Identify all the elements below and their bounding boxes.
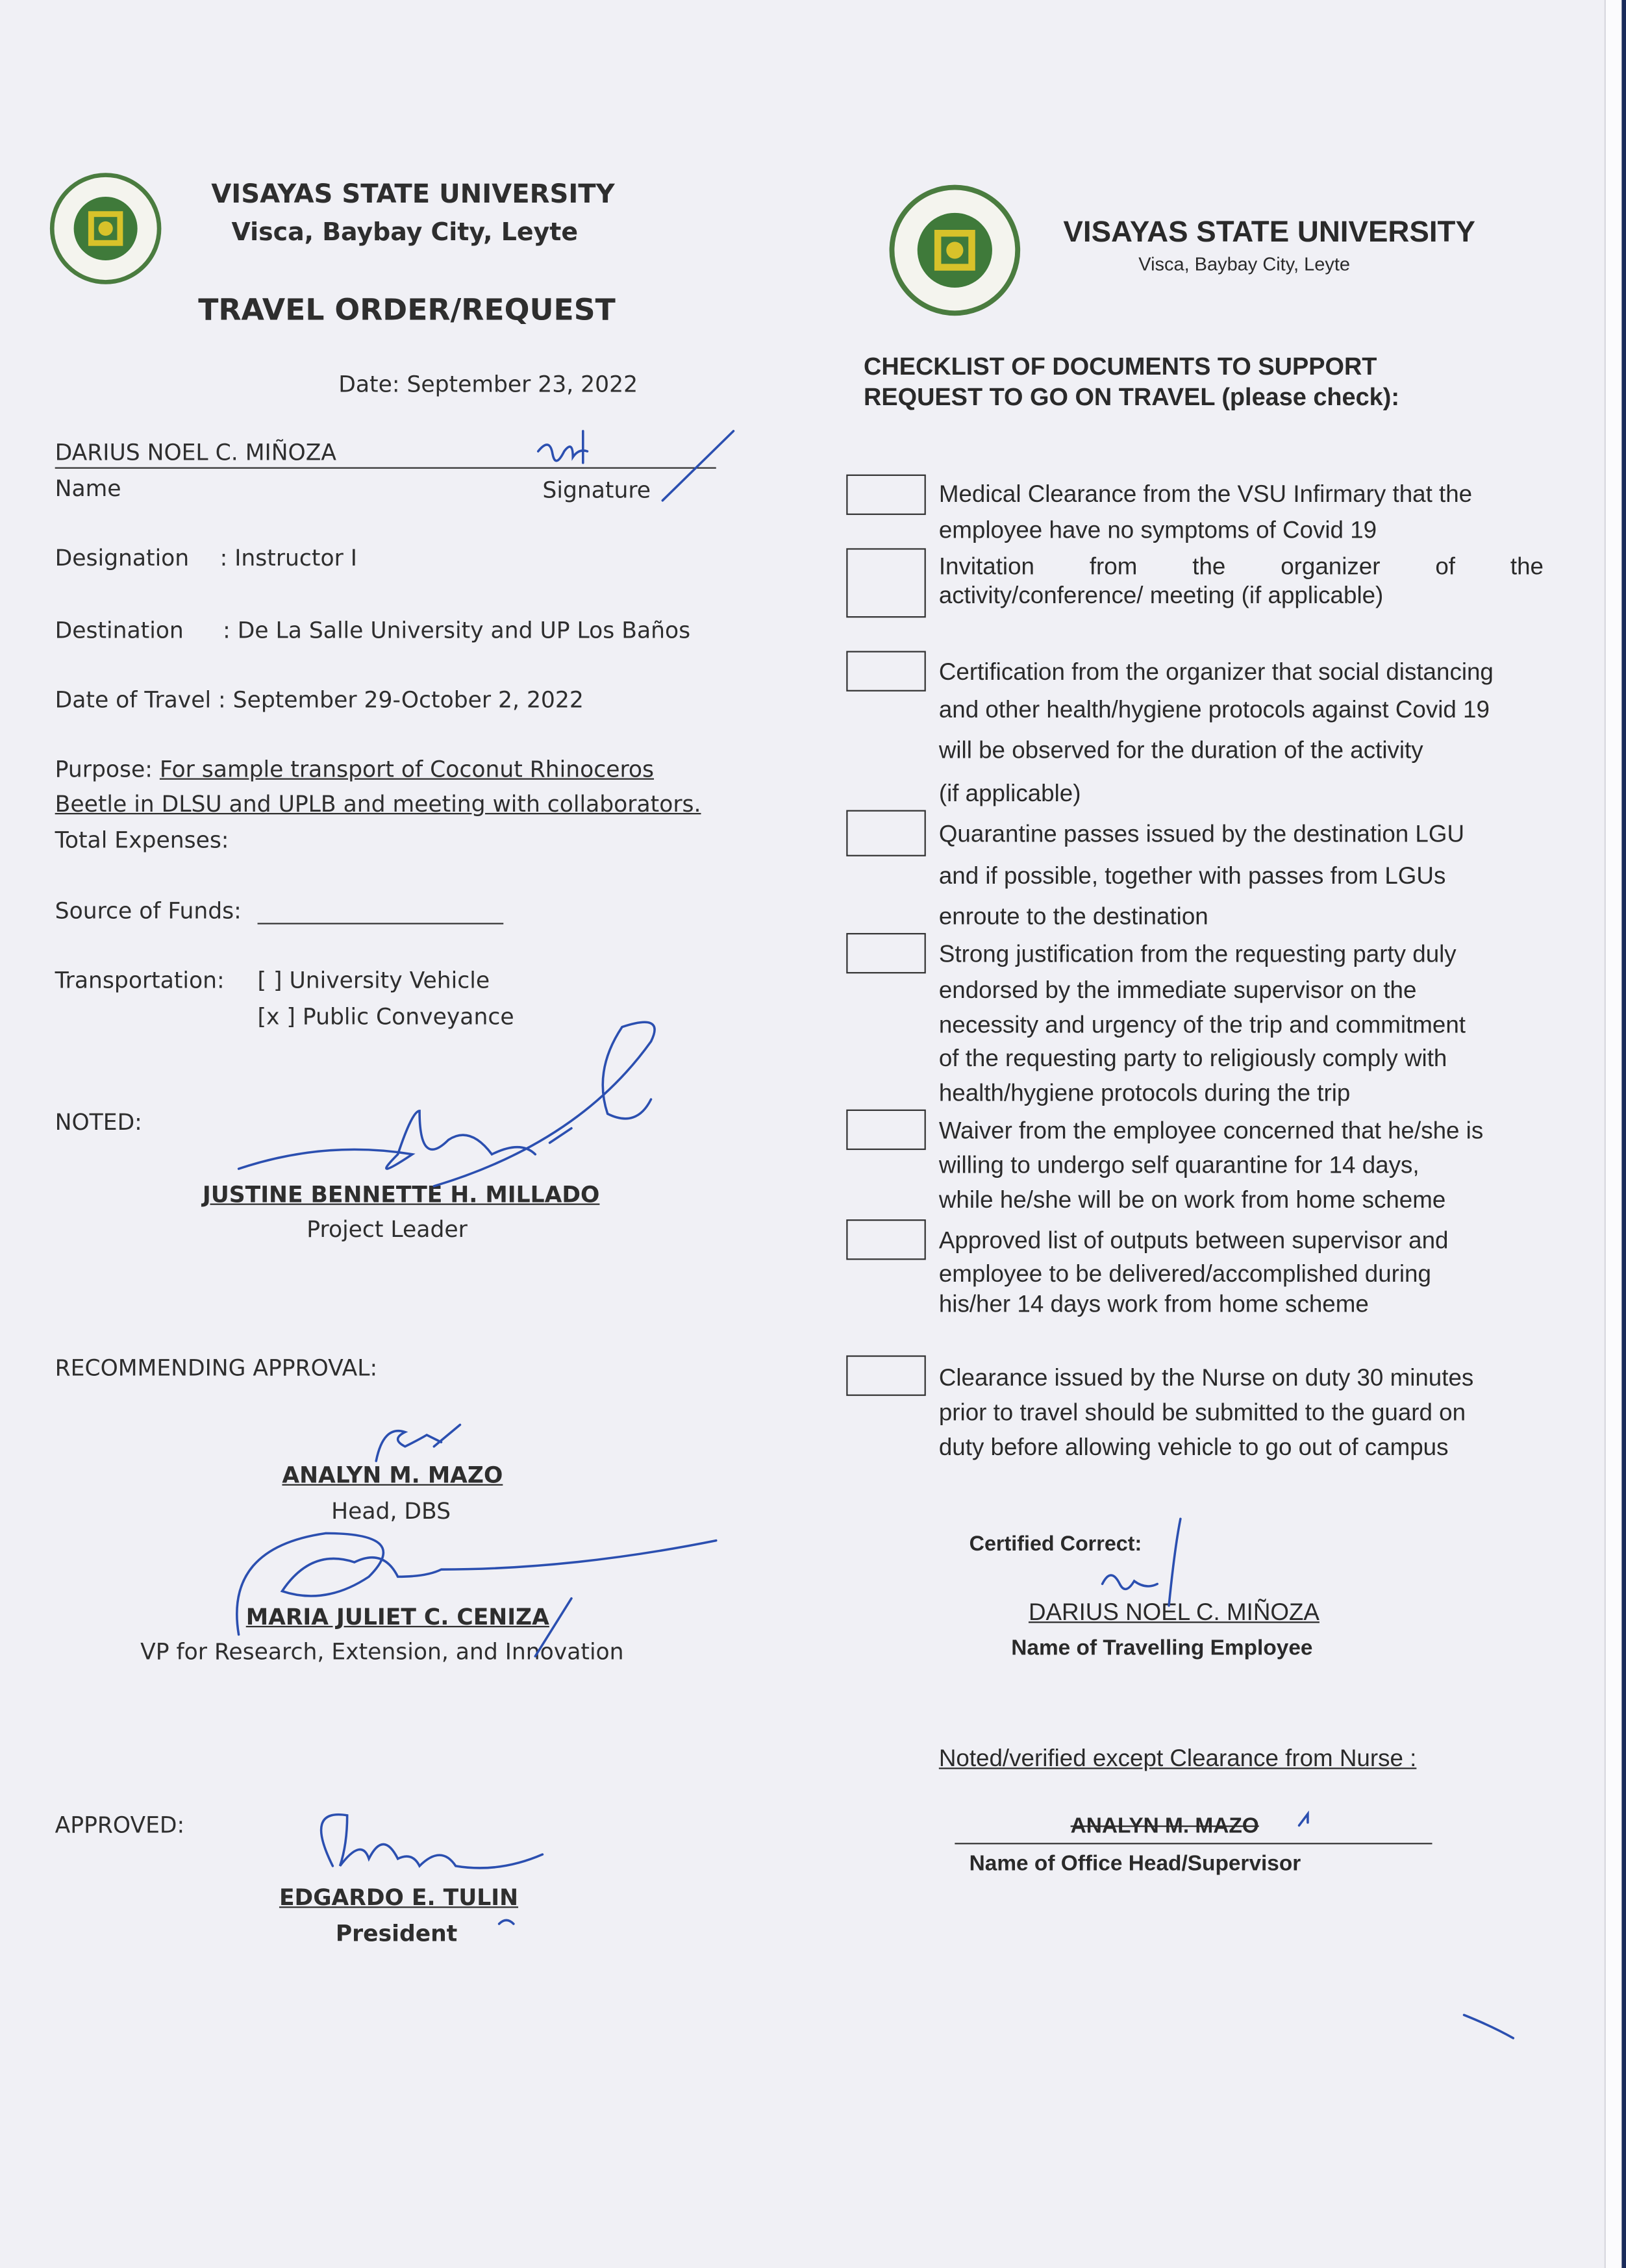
employee-label: Name of Travelling Employee bbox=[1011, 1636, 1313, 1661]
checklist-item-text: Quarantine passes issued by the destination LGU bbox=[938, 821, 1465, 848]
transport-option-public-conveyance: [x ] Public Conveyance bbox=[257, 1004, 514, 1030]
source-of-funds-label: Source of Funds: bbox=[55, 898, 242, 925]
approver-name: EDGARDO E. TULIN bbox=[279, 1884, 519, 1911]
checklist-item-text: Clearance issued by the Nurse on duty 30 minutes bbox=[938, 1365, 1474, 1392]
name-line bbox=[55, 467, 716, 469]
noted-verified-label: Noted/verified except Clearance from Nurse : bbox=[938, 1745, 1417, 1773]
checklist-item-text: Approved list of outputs between supervisor and bbox=[938, 1228, 1449, 1254]
transport-option-university-vehicle: [ ] University Vehicle bbox=[257, 967, 490, 994]
checklist-item-text: employee to be delivered/accomplished during bbox=[938, 1261, 1431, 1288]
checklist-item-text: enroute to the destination bbox=[938, 904, 1208, 930]
left-university-name: VISAYAS STATE UNIVERSITY bbox=[211, 179, 615, 210]
checklist-item-text: will be observed for the duration of the activity bbox=[938, 738, 1423, 764]
transportation-label: Transportation: bbox=[55, 967, 225, 994]
right-university-name: VISAYAS STATE UNIVERSITY bbox=[1063, 215, 1475, 249]
checklist-item-text: and other health/hygiene protocols against Covid 19 bbox=[938, 697, 1490, 723]
checklist-item-text: Certification from the organizer that social distancing bbox=[938, 659, 1494, 686]
checklist-item-text: necessity and urgency of the trip and commitment bbox=[938, 1012, 1466, 1039]
checklist-item-text: endorsed by the immediate supervisor on the bbox=[938, 977, 1417, 1004]
checklist-heading-line2: REQUEST TO GO ON TRAVEL (please check): bbox=[863, 383, 1399, 411]
checklist-checkbox[interactable] bbox=[846, 548, 926, 617]
signature-ceniza bbox=[237, 1533, 716, 1656]
left-address: Visca, Baybay City, Leyte bbox=[231, 218, 579, 247]
checklist-item-text: Strong justification from the requesting party duly bbox=[938, 941, 1457, 968]
destination-label: Destination bbox=[55, 617, 184, 644]
date-of-travel: Date of Travel : September 29-October 2, 2022 bbox=[55, 687, 584, 714]
vsu-seal-logo-right bbox=[887, 182, 1023, 318]
source-of-funds-field bbox=[258, 923, 504, 925]
checklist-item-text: of the requesting party to religiously comply with bbox=[938, 1045, 1447, 1072]
checklist-item-text: duty before allowing vehicle to go out of campus bbox=[938, 1434, 1449, 1462]
initial-mazo-right bbox=[1299, 1814, 1308, 1826]
checklist-checkbox[interactable] bbox=[846, 1219, 926, 1260]
checklist-checkbox[interactable] bbox=[846, 933, 926, 973]
signature-label: Signature bbox=[542, 477, 651, 504]
checklist-checkbox[interactable] bbox=[846, 651, 926, 692]
recommender2-title: VP for Research, Extension, and Innovation bbox=[140, 1639, 624, 1665]
purpose-label: Purpose: bbox=[55, 756, 160, 783]
supervisor-name: ANALYN M. MAZO bbox=[1070, 1813, 1259, 1839]
checklist-checkbox[interactable] bbox=[846, 810, 926, 856]
checklist-item-text: and if possible, together with passes from LGUs bbox=[938, 863, 1446, 890]
checklist-heading-line1: CHECKLIST OF DOCUMENTS TO SUPPORT bbox=[863, 353, 1377, 380]
form-title: TRAVEL ORDER/REQUEST bbox=[198, 292, 616, 327]
noted-name: JUSTINE BENNETTE H. MILLADO bbox=[202, 1182, 600, 1208]
vsu-seal-logo bbox=[48, 171, 164, 286]
supervisor-label: Name of Office Head/Supervisor bbox=[969, 1851, 1301, 1876]
checklist-checkbox[interactable] bbox=[846, 475, 926, 515]
destination-value: : De La Salle University and UP Los Baños bbox=[223, 617, 691, 644]
checklist-item-text: Medical Clearance from the VSU Infirmary that the bbox=[938, 481, 1473, 508]
checklist-item-text: (if applicable) bbox=[938, 781, 1081, 808]
checklist-item-text: while he/she will be on work from home scheme bbox=[938, 1188, 1446, 1214]
checklist-item-text: employee have no symptoms of Covid 19 bbox=[938, 517, 1377, 544]
right-address: Visca, Baybay City, Leyte bbox=[1138, 253, 1350, 275]
purpose bbox=[55, 756, 654, 782]
total-expenses: Total Expenses: bbox=[55, 827, 229, 854]
checklist-item-text: prior to travel should be submitted to the guard on bbox=[938, 1400, 1466, 1427]
recommender1-name: ANALYN M. MAZO bbox=[282, 1462, 503, 1489]
checklist-item-text: Invitation from the organizer of the bbox=[938, 554, 1544, 580]
designation-label: Designation bbox=[55, 545, 190, 571]
recommender2-name: MARIA JULIET C. CENIZA bbox=[245, 1604, 549, 1630]
recommending-label: RECOMMENDING APPROVAL: bbox=[55, 1355, 378, 1382]
recommender1-title: Head, DBS bbox=[331, 1499, 451, 1525]
purpose-line2: Beetle in DLSU and UPLB and meeting with collaborators. bbox=[55, 791, 701, 817]
name-label: Name bbox=[55, 475, 121, 503]
checklist-item-text: his/her 14 days work from home scheme bbox=[938, 1291, 1369, 1318]
approved-label: APPROVED: bbox=[55, 1812, 185, 1839]
pen-mark bbox=[1464, 2015, 1514, 2038]
certified-label: Certified Correct: bbox=[969, 1533, 1142, 1557]
employee-name: DARIUS NOEL C. MIÑOZA bbox=[1028, 1599, 1320, 1626]
scan-border bbox=[1621, 0, 1626, 2268]
checklist-checkbox[interactable] bbox=[846, 1110, 926, 1150]
signature-millado bbox=[239, 1022, 655, 1186]
signature-minoza-right bbox=[1103, 1519, 1181, 1606]
noted-label: NOTED: bbox=[55, 1109, 142, 1136]
checklist-item-text: willing to undergo self quarantine for 14 days, bbox=[938, 1153, 1420, 1179]
noted-title: Project Leader bbox=[306, 1216, 468, 1243]
checklist-checkbox[interactable] bbox=[846, 1355, 926, 1395]
signature-mazo bbox=[376, 1425, 460, 1461]
form-date: Date: September 23, 2022 bbox=[338, 371, 638, 398]
checklist-item-text: activity/conference/ meeting (if applicable) bbox=[938, 582, 1384, 609]
purpose-line1: For sample transport of Coconut Rhinoceros bbox=[159, 756, 655, 783]
designation-value: : Instructor I bbox=[219, 545, 357, 571]
checklist-item-text: health/hygiene protocols during the trip bbox=[938, 1080, 1351, 1107]
checklist-item-text: Waiver from the employee concerned that he/she is bbox=[938, 1118, 1484, 1145]
approver-title: President bbox=[335, 1921, 458, 1947]
supervisor-line bbox=[955, 1843, 1432, 1845]
name-value: DARIUS NOEL C. MIÑOZA bbox=[55, 440, 336, 466]
